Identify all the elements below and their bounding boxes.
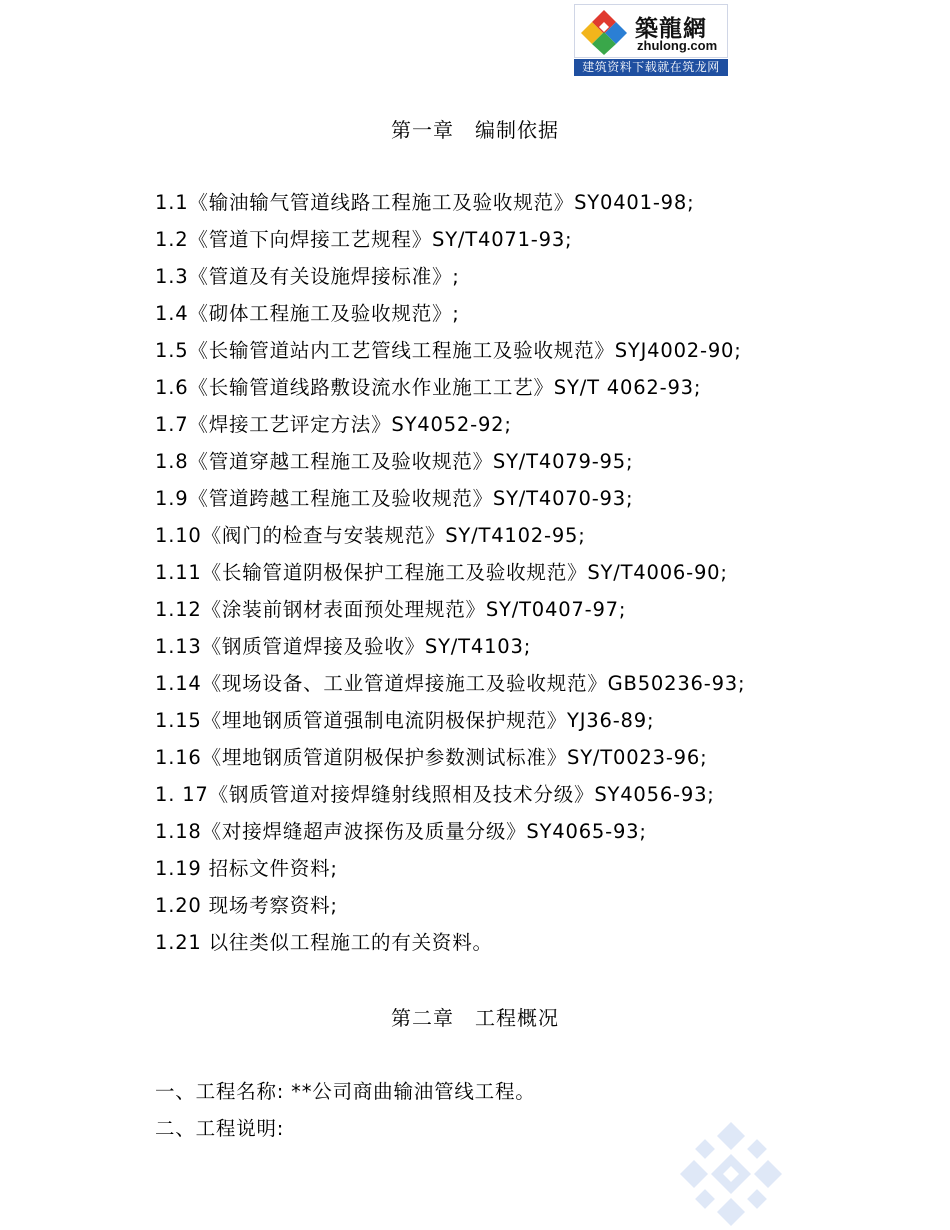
list-item: 1.18《对接焊缝超声波探伤及质量分级》SY4065-93; — [155, 820, 647, 843]
logo-name: 築龍網 — [635, 15, 707, 42]
watermark-snowflake-icon — [672, 1118, 790, 1230]
list-item: 1. 17《钢质管道对接焊缝射线照相及技术分级》SY4056-93; — [155, 783, 715, 806]
list-item: 1.15《埋地钢质管道强制电流阴极保护规范》YJ36-89; — [155, 709, 655, 732]
list-item: 1.4《砌体工程施工及验收规范》; — [155, 302, 460, 325]
chapter-2-title: 第二章 工程概况 — [391, 1006, 559, 1030]
list-item: 1.3《管道及有关设施焊接标准》; — [155, 265, 460, 288]
list-item: 1.16《埋地钢质管道阴极保护参数测试标准》SY/T0023-96; — [155, 746, 708, 769]
list-item: 1.19 招标文件资料; — [155, 857, 338, 880]
logo-diamond-icon — [579, 8, 629, 56]
logo-slogan: 建筑资料下载就在筑龙网 — [574, 59, 728, 76]
list-item: 1.20 现场考察资料; — [155, 894, 338, 917]
list-item: 1.10《阀门的检查与安装规范》SY/T4102-95; — [155, 524, 586, 547]
list-item: 1.6《长输管道线路敷设流水作业施工工艺》SY/T 4062-93; — [155, 376, 702, 399]
logo-domain: zhulong.com — [637, 38, 718, 53]
list-item: 1.2《管道下向焊接工艺规程》SY/T4071-93; — [155, 228, 573, 251]
list-item: 1.11《长输管道阴极保护工程施工及验收规范》SY/T4006-90; — [155, 561, 728, 584]
logo-box — [574, 4, 728, 58]
list-item: 1.21 以往类似工程施工的有关资料。 — [155, 931, 493, 954]
list-item: 1.14《现场设备、工业管道焊接施工及验收规范》GB50236-93; — [155, 672, 746, 695]
list-item: 1.12《涂装前钢材表面预处理规范》SY/T0407-97; — [155, 598, 627, 621]
list-item: 1.1《输油输气管道线路工程施工及验收规范》SY0401-98; — [155, 191, 695, 214]
project-description-heading: 二、工程说明: — [155, 1117, 285, 1140]
chapter-1-title: 第一章 编制依据 — [391, 118, 559, 142]
project-name-line: 一、工程名称: **公司商曲输油管线工程。 — [155, 1080, 536, 1103]
list-item: 1.5《长输管道站内工艺管线工程施工及验收规范》SYJ4002-90; — [155, 339, 742, 362]
list-item: 1.7《焊接工艺评定方法》SY4052-92; — [155, 413, 512, 436]
list-item: 1.9《管道跨越工程施工及验收规范》SY/T4070-93; — [155, 487, 634, 510]
list-item: 1.8《管道穿越工程施工及验收规范》SY/T4079-95; — [155, 450, 634, 473]
zhulong-logo — [574, 4, 728, 76]
list-item: 1.13《钢质管道焊接及验收》SY/T4103; — [155, 635, 532, 658]
